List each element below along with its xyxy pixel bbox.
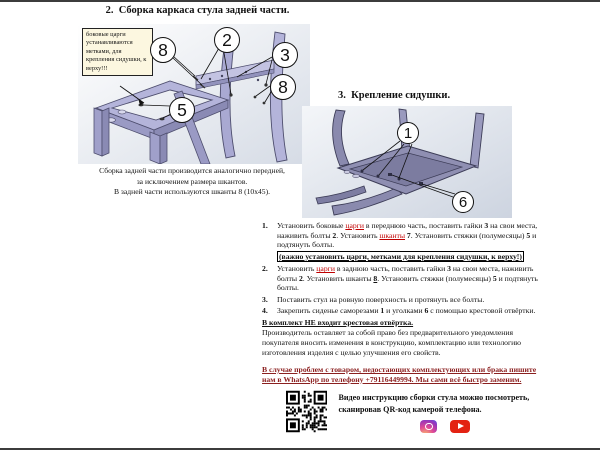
callout-label: 8 — [158, 39, 168, 60]
caption-line: за исключением размера шкантов. — [136, 176, 248, 186]
item-text: Установить царги в заднюю часть, поставить гайки 3 на свои места, наживить болты 2. Установить шканты 8. Установить стяжки (полумесяцы) 5 и подтянуть болты. — [277, 264, 538, 293]
instagram-icon — [420, 420, 437, 433]
callout-8-right — [270, 74, 296, 100]
section3-title: 3. Крепление сидушки. — [338, 90, 451, 101]
instruction-item-2 — [262, 264, 543, 293]
instruction-item-4 — [262, 306, 543, 316]
qr-code — [286, 390, 327, 433]
callout-8-top — [150, 37, 176, 63]
callout-1 — [397, 122, 419, 144]
instruction-item-1 — [262, 221, 543, 262]
assembly-note-text: боковые царги устанавливаются метками, для крепления сидушки, к верху!!! — [86, 31, 147, 72]
callout-3 — [272, 42, 298, 68]
callout-label: 2 — [222, 29, 232, 50]
video-note: Видео инструкцию сборки стула можно посмотреть, сканировав QR-код камерой телефона. — [338, 393, 530, 414]
callout-label: 6 — [458, 193, 468, 211]
callout-6 — [452, 191, 474, 213]
item-text: Закрепить сиденье саморезами 1 и уголками 6 с помощью крестовой отвёртки. — [277, 306, 536, 316]
frame-assembly-figure — [78, 24, 310, 164]
manufacturer-note: Производитель оставляет за собой право без предварительного уведомления покупателя вносить изменения в конструкцию, комплектацию или технологию изготовления изделия с целью улучшения его свойств. — [262, 328, 522, 357]
item-text: Установить боковые царги в переднюю часть, поставить гайки 3 на свои места, наживить болты 2. Установить шканты 7. Установить стяжки (полумесяцы) 5 и подтянуть болты. (важно установить царги, метками для крепления сидушки, к верху!) — [277, 221, 538, 261]
callout-label: 1 — [403, 124, 413, 142]
item-text: Поставить стул на ровную поверхность и протянуть все болты. — [277, 294, 485, 304]
callout-label: 8 — [278, 76, 288, 97]
item-number: 3. — [262, 294, 268, 304]
caption-line: В задней части используются шканты 8 (10х45). — [113, 187, 271, 197]
item-number: 1. — [262, 221, 268, 230]
callout-label: 3 — [280, 44, 290, 65]
video-column — [338, 390, 543, 433]
instruction-item-3 — [262, 295, 543, 305]
figure1-caption — [70, 166, 314, 198]
youtube-icon — [450, 420, 470, 433]
instructions-column — [262, 221, 543, 433]
callout-label: 5 — [177, 99, 187, 120]
social-icons-row — [420, 420, 543, 433]
caption-line: Сборка задней части производится аналогично передней, — [99, 166, 285, 175]
callout-5 — [169, 97, 195, 123]
callout-2 — [214, 27, 240, 53]
seat-attachment-figure — [302, 106, 512, 218]
no-screwdriver-note: В комплект НЕ входит крестовая отвёртка. — [262, 317, 414, 327]
assembly-note-box — [82, 28, 153, 76]
item-number: 2. — [262, 264, 268, 274]
section2-title: 2. Сборка каркаса стула задней части. — [105, 5, 290, 16]
item-number: 4. — [262, 306, 268, 316]
qr-video-row — [262, 390, 543, 433]
page-top-border — [0, 0, 600, 2]
support-note: В случае проблем с товаром, недостающих комплектующих или брака пишите нам в WhatsApp по телефону +79116449994. Мы сами всё быстро заменим. — [262, 365, 537, 384]
